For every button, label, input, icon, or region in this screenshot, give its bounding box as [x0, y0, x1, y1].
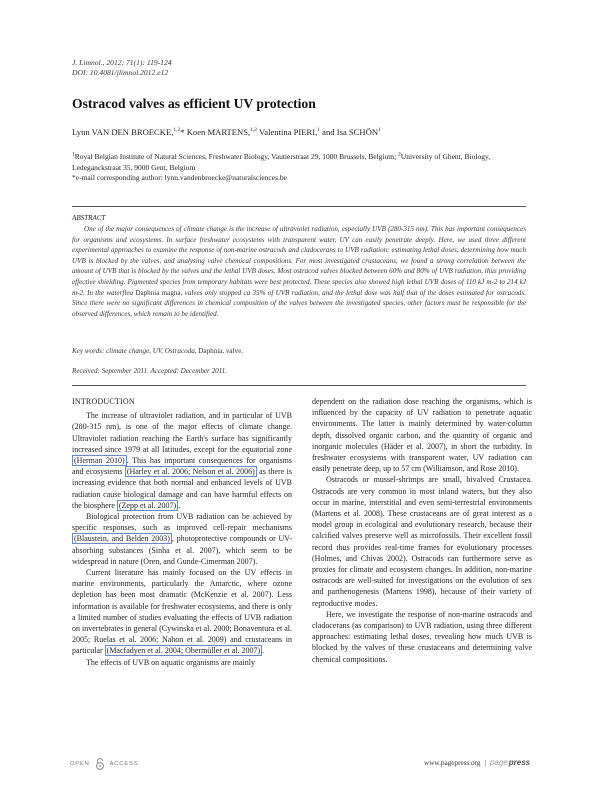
- text-run: The increase of ultraviolet radiation, and in particular of UVB (280-315 nm), is one of the major effects of climate change. Ultraviolet radiation reaching the Earth's surface has significantly increased since 1979 at all latitudes, except for the equatorial zone: [72, 411, 292, 454]
- logo-prefix: page: [489, 758, 508, 767]
- abstract-part-2: , valves only stopped ca 35% of UVB radiation, and the lethal dose was half that of the doses estimated for ostracods. Since there were no significant differences in chemical composition of the valves between the investigated species, other factors must be responsible for the observed differences, which remain to be identified.: [72, 288, 526, 318]
- paragraph: [72, 410, 292, 511]
- affil-2: University of Ghent, Biology, Ledeganckstraat 35, 9000 Gent, Belgium: [72, 152, 491, 172]
- citation-link[interactable]: (Macfadyen et al. 2004; Obermüller et al. 2007): [106, 646, 261, 656]
- text-run: . This has important consequences for organisms and ecosystems: [72, 456, 292, 477]
- author-3-affil: 1: [317, 127, 321, 134]
- journal-citation: J. Limnol., 2012; 71(1): 119-124: [72, 58, 172, 67]
- paragraph: The effects of UVB on aquatic organisms are mainly: [86, 657, 255, 667]
- text-run: .: [262, 646, 265, 656]
- left-column: [72, 396, 292, 668]
- text-run: as there is increasing evidence that both normal and enhanced levels of UVB radiation cause biological damage and can have harmful effects on the biosphere: [72, 467, 292, 510]
- citation-link[interactable]: (Blaustein, and Belden 2003): [74, 534, 170, 544]
- oa-right-text: ACCESS: [109, 761, 139, 767]
- citation-link[interactable]: (Zepp et al. 2007): [118, 500, 177, 510]
- affil-1: Royal Belgian Institute of Natural Sciences, Freshwater Biology, Vautierstraat 29, 1000 Brussels, Belgium;: [74, 152, 399, 161]
- paragraph: dependent on the radiation dose reaching the organisms, which is influenced by the capacity of UV radiation to penetrate aquatic environments. The latter is mainly determined by water-column depth, dissolved organic carbon, and the quantity of organic and inorganic molecules (Häder et al. 2007), in short the turbidity. In freshwater ecosystems with transparent water, UV radiation can easily penetrate deep, up to 57 cm (Williamson, and Rose 2010).: [312, 397, 532, 474]
- text-run: Biological protection from UVB radiation can be achieved by specific responses, such as improved cell-repair mechanisms: [72, 512, 292, 533]
- keywords: [72, 347, 243, 355]
- publisher-footer: [424, 758, 530, 767]
- pagepress-logo: [490, 758, 530, 767]
- abstract-label: ABSTRACT: [72, 214, 106, 222]
- corresponding-mark: *: [180, 127, 185, 137]
- corresponding-email: *e-mail corresponding author: lynn.vandenbroecke@naturalsciences.be: [72, 173, 287, 182]
- paragraph: [72, 511, 292, 567]
- abstract-text: [72, 224, 526, 319]
- keywords-text: Key words: climate change, UV, Ostracoda,: [72, 347, 199, 355]
- journal-reference: [72, 58, 172, 78]
- author-3: Valentina PIERI,: [257, 127, 318, 137]
- affil-1-mark: 1: [72, 151, 75, 158]
- text-run: , photoprotective compounds or UV-absorbing substances (Sinha et al. 2007), which seem to be widespread in nature (Oren, and Gunde-Cimerman 2007).: [72, 534, 292, 566]
- author-1: Lynn VAN DEN BROECKE,: [72, 127, 174, 137]
- logo-main: press: [508, 758, 531, 767]
- received-dates: Received: September 2011. Accepted: December 2011.: [72, 367, 228, 375]
- author-1-affil: 1,2: [173, 127, 181, 134]
- abstract-species: Daphnia magna: [135, 288, 181, 297]
- section-heading: INTRODUCTION: [72, 397, 135, 406]
- affiliations: [72, 152, 527, 184]
- citation-link[interactable]: (Herman 2010): [74, 456, 125, 466]
- author-2: Koen MARTENS,: [184, 127, 251, 137]
- oa-left-text: OPEN: [70, 761, 90, 767]
- paragraph: Here, we investigate the response of non-marine ostracods and cladocerans (as comparison) to UVB radiation, using three different approaches: estimating lethal doses, revealing how much UVB is blocked by the valves of these crustaceans and determining valve chemical compositions.: [312, 609, 532, 664]
- open-lock-icon: [93, 757, 107, 771]
- publisher-url[interactable]: www.pagepress.org: [424, 758, 481, 767]
- author-2-affil: 1,2: [250, 127, 258, 134]
- text-run: .: [178, 500, 181, 510]
- paragraph: Ostracods or mussel-shrimps are small, bivalved Crustacea. Ostracods are very common in most inland waters, but they also occur in marine, interstitial and even semi-terrestrial environments (Martens et al. 2008). These crustaceans are of great interest as a model group in ecological and evolutionary research, because their calcified valves preserve well as microfossils. Their excellent fossil record thus provides real-time frames for evolutionary processes (Holmes, and Chivas 2002). Ostracods can furthermore serve as proxies for climate and ecosystem changes. In addition, non-marine ostracods are well-suited for investigations on the evolution of sex and parthenogenesis (Martens 1998), because of their variety of reproductive modes.: [312, 475, 532, 608]
- abstract-part-1: One of the major consequences of climate change is the increase of ultraviolet radiation, especially UVB (280-315 nm). This has important consequences for organisms and ecosystems. In surface freshwater ecosystems with transparent water, UV can easily penetrate deeply. Here, we used three different experimental approaches to examine the response of non-marine ostracods and cladocerans to UVB radiation: estimating lethal doses, determining how much UVB is blocked by the valves, and analysing valve chemical compositions. For most investigated crustaceans, we found a strong correlation between the amount of UVB that is blocked by the valves and the lethal UVB doses. Most ostracod valves blocked between 60% and 80% of UVB radiation, thus providing effective shielding. Pigmented species from temporary habitats were best protected. These species also showed high lethal UVB doses of 110 kJ m-2 to 214 kJ m-2. In the waterflea: [72, 225, 526, 297]
- divider-bottom: [72, 385, 526, 386]
- paper-title: Ostracod valves as efficient UV protection: [72, 96, 316, 111]
- affil-2-mark: 2: [398, 151, 401, 158]
- journal-doi: DOI: 10.4081/jlimnol.2012.e12: [72, 68, 169, 77]
- author-4-affil: 1: [378, 127, 381, 134]
- open-access-badge: [70, 757, 138, 771]
- author-list: [72, 127, 381, 137]
- divider-top: [72, 206, 526, 207]
- paragraph: [72, 567, 292, 657]
- keywords-tail: Daphnia, valve.: [198, 347, 244, 355]
- text-run: Current literature has mainly focused on the UV effects in marine environments, particularly the Antarctic, where ozone depletion has been most dramatic (McKenzie et al. 2007). Less information is available for freshwater ecosystems, and there is only a limited number of studies evaluating the effects of UVB radiation on invertebrates in general (Cywinska et al. 2000; Bonaventura et al. 2005; Ruelas et al. 2006; Nahon et al. 2009) and crustaceans in particular: [72, 568, 292, 656]
- author-4: and Isa SCHÖN: [320, 127, 379, 137]
- citation-link[interactable]: (Harley et al. 2006; Nelson et al. 2006): [126, 467, 255, 477]
- right-column: [312, 396, 532, 665]
- footer-separator: |: [484, 758, 486, 767]
